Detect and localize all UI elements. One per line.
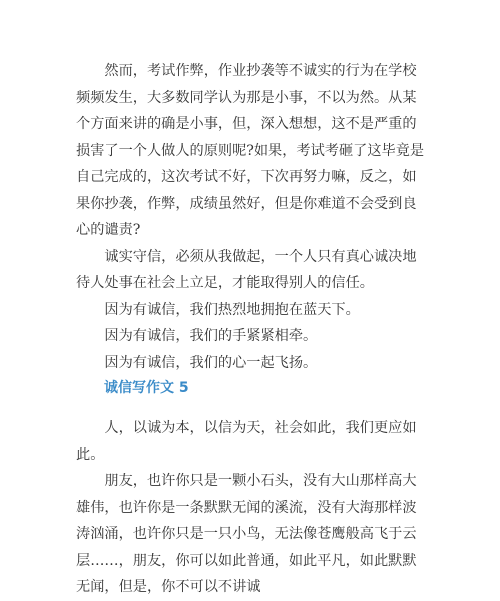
paragraph-cheating: 然而，考试作弊，作业抄袭等不诚实的行为在学校频频发生，大多数同学认为那是小事，不以为然。从某个方面来讲的确是小事，但，深入想想，这不是严重的损害了一个人做人的原则呢?如果，考试考砸了这毕竟是自己完成的，这次考试不好，下次再努力嘛，反之，如果你抄袭，作弊，成绩虽然好，但是你难道不会受到良心的谴责? bbox=[76, 63, 425, 238]
article-body bbox=[76, 58, 426, 601]
paragraph-hearts: 因为有诚信，我们的心一起飞扬。 bbox=[104, 354, 318, 371]
paragraph-hands: 因为有诚信，我们的手紧紧相牵。 bbox=[104, 328, 318, 344]
paragraph-sincerity: 人，以诚为本，以信为天，社会如此，我们更应如此。 bbox=[76, 420, 417, 463]
paragraph-honesty-start: 诚实守信，必须从我做起，一个人只有真心诚决地待人处事在社会上立足，才能取得别人的信任。 bbox=[76, 248, 417, 291]
section-heading: 诚信写作文 5 bbox=[104, 380, 189, 396]
paragraph-embrace: 因为有诚信，我们热烈地拥抱在蓝天下。 bbox=[104, 301, 360, 318]
paragraph-friend: 朋友，也许你只是一颗小石头，没有大山那样高大雄伟，也许你是一条默默无闻的溪流，没有大海那样波涛汹涌，也许你只是一只小鸟，无法像苍鹰般高飞于云层……，朋友，你可以如此普通，如此平凡，如此默默无闻，但是，你不可以不讲诚 bbox=[76, 473, 417, 595]
